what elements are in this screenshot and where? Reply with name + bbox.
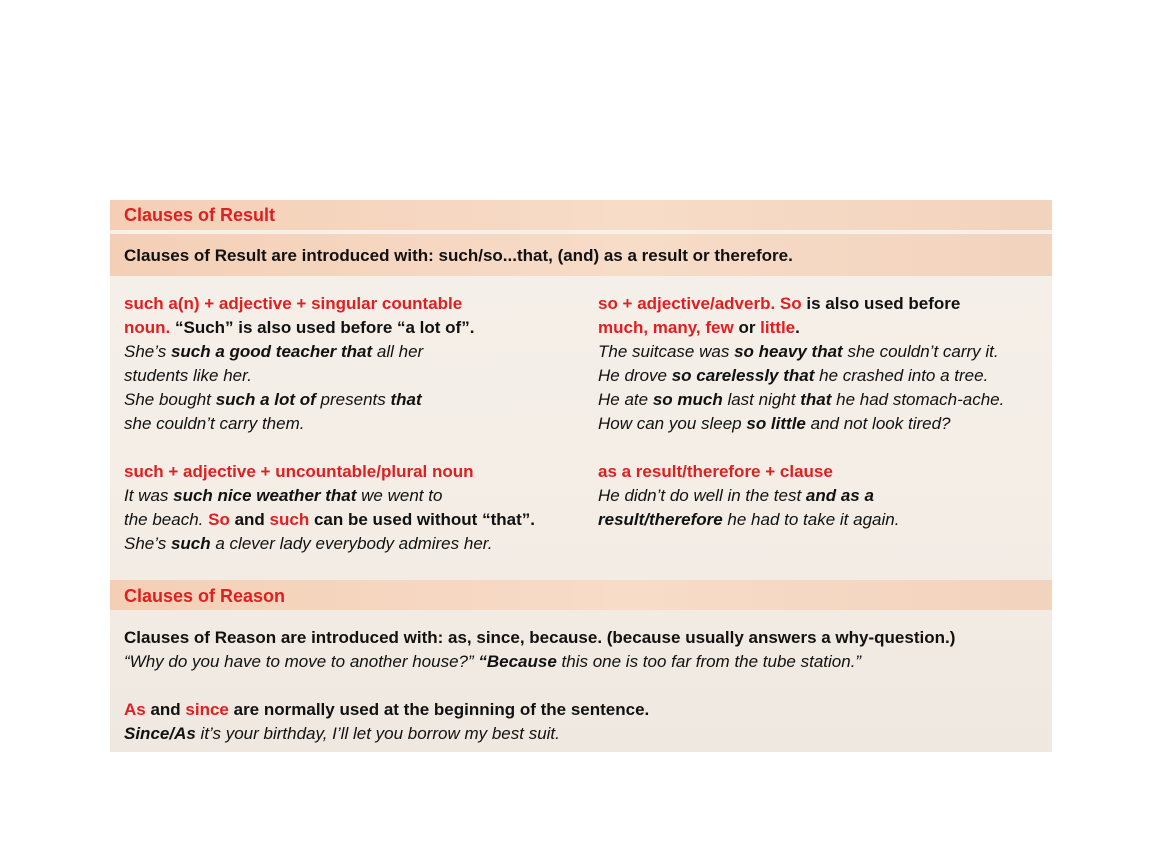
result-title: Clauses of Result xyxy=(124,205,276,225)
grammar-card xyxy=(110,200,1052,752)
such-adj-rule: such + adjective + uncountable/plural noun xyxy=(124,462,474,481)
such-an-ex1-b: such a good teacher that xyxy=(170,342,373,361)
such-adj-ex3-c: a clever lady everybody admires her. xyxy=(210,534,493,553)
such-an-rule-rest: “Such” is also used before “a lot of”. xyxy=(175,318,475,337)
such-an-ex2-d: that xyxy=(390,390,422,409)
result-title-band xyxy=(110,200,1052,230)
such-adj-ex2-and: and xyxy=(229,510,270,529)
so-adj-ex3-a: He ate xyxy=(598,390,653,409)
so-adj-ex1-b: so heavy that xyxy=(734,342,843,361)
as-result-rule: as a result/therefore + clause xyxy=(598,462,833,481)
such-an-ex2-b: such a lot of xyxy=(215,390,316,409)
so-adj-rule2-end: . xyxy=(795,318,800,337)
reason-note-since: since xyxy=(185,700,229,719)
such-adj-ex1-a: It was xyxy=(124,486,174,505)
as-result-block xyxy=(598,460,899,532)
as-result-ex2-b: he had to take it again. xyxy=(722,510,900,529)
so-adj-ex3-b: so much xyxy=(652,390,723,409)
reason-block xyxy=(124,626,955,674)
such-adj-ex1-b: such nice weather that xyxy=(173,486,357,505)
so-adj-ex2-b: so carelessly that xyxy=(671,366,815,385)
such-an-ex1-a: She’s xyxy=(124,342,171,361)
so-adj-rule: so + adjective/adverb. So xyxy=(598,294,802,313)
so-adj-ex3-e: he had stomach-ache. xyxy=(831,390,1005,409)
such-an-ex1-line2: students like her. xyxy=(124,366,252,385)
reason-note-and: and xyxy=(145,700,186,719)
so-adj-rule-rest: is also used before xyxy=(801,294,961,313)
so-adj-ex3-d: that xyxy=(800,390,832,409)
such-adj-block xyxy=(124,460,535,556)
such-adj-ex3-b: such xyxy=(170,534,211,553)
so-adj-ex4-b: so little xyxy=(746,414,806,433)
such-adj-ex2-a: the beach. xyxy=(124,510,209,529)
reason-ex2-a: Since/As xyxy=(124,724,196,743)
such-an-rule-noun: noun. xyxy=(124,318,171,337)
reason-title-band xyxy=(110,580,1052,610)
as-result-ex1-a: He didn’t do well in the test xyxy=(598,486,806,505)
so-adj-ex4-c: and not look tired? xyxy=(805,414,951,433)
such-an-ex2-c: presents xyxy=(315,390,391,409)
as-result-ex2-a: result/therefore xyxy=(598,510,723,529)
so-adj-ex2-a: He drove xyxy=(598,366,672,385)
such-an-ex2-line2: she couldn’t carry them. xyxy=(124,414,305,433)
so-adj-ex4-a: How can you sleep xyxy=(598,414,747,433)
so-adj-ex1-c: she couldn’t carry it. xyxy=(842,342,999,361)
so-adj-rule2-red2: little xyxy=(760,318,796,337)
reason-ex-c: this one is too far from the tube station.” xyxy=(556,652,862,671)
so-adj-rule2-or: or xyxy=(733,318,761,337)
such-adj-ex2-such: such xyxy=(269,510,310,529)
reason-title: Clauses of Reason xyxy=(124,586,286,606)
reason-note-as: As xyxy=(124,700,146,719)
so-adj-ex1-a: The suitcase was xyxy=(598,342,735,361)
result-intro-band xyxy=(110,234,1052,276)
reason-ex-a: “Why do you have to move to another house?” xyxy=(124,652,479,671)
result-intro: Clauses of Result are introduced with: such/so...that, (and) as a result or therefore. xyxy=(124,246,793,265)
such-adj-ex2-so: So xyxy=(208,510,230,529)
such-adj-ex2-rest: can be used without “that”. xyxy=(309,510,535,529)
as-result-ex1-b: and as a xyxy=(805,486,874,505)
reason-ex2-b: it’s your birthday, I’ll let you borrow my best suit. xyxy=(195,724,560,743)
so-adj-rule2-red: much, many, few xyxy=(598,318,734,337)
such-adj-ex1-c: we went to xyxy=(356,486,443,505)
such-an-rule: such a(n) + adjective + singular countable xyxy=(124,294,463,313)
reason-note-block xyxy=(124,698,649,746)
reason-note-rest: are normally used at the beginning of the sentence. xyxy=(228,700,650,719)
reason-ex-b: “Because xyxy=(478,652,557,671)
so-adj-ex2-c: he crashed into a tree. xyxy=(814,366,989,385)
so-adj-ex3-c: last night xyxy=(722,390,801,409)
such-adj-ex3-a: She’s xyxy=(124,534,171,553)
such-an-ex2-a: She bought xyxy=(124,390,216,409)
so-adj-block xyxy=(598,292,1004,436)
such-an-ex1-c: all her xyxy=(372,342,424,361)
such-an-block xyxy=(124,292,474,436)
reason-intro: Clauses of Reason are introduced with: as, since, because. (because usually answers a why-question.) xyxy=(124,628,956,647)
